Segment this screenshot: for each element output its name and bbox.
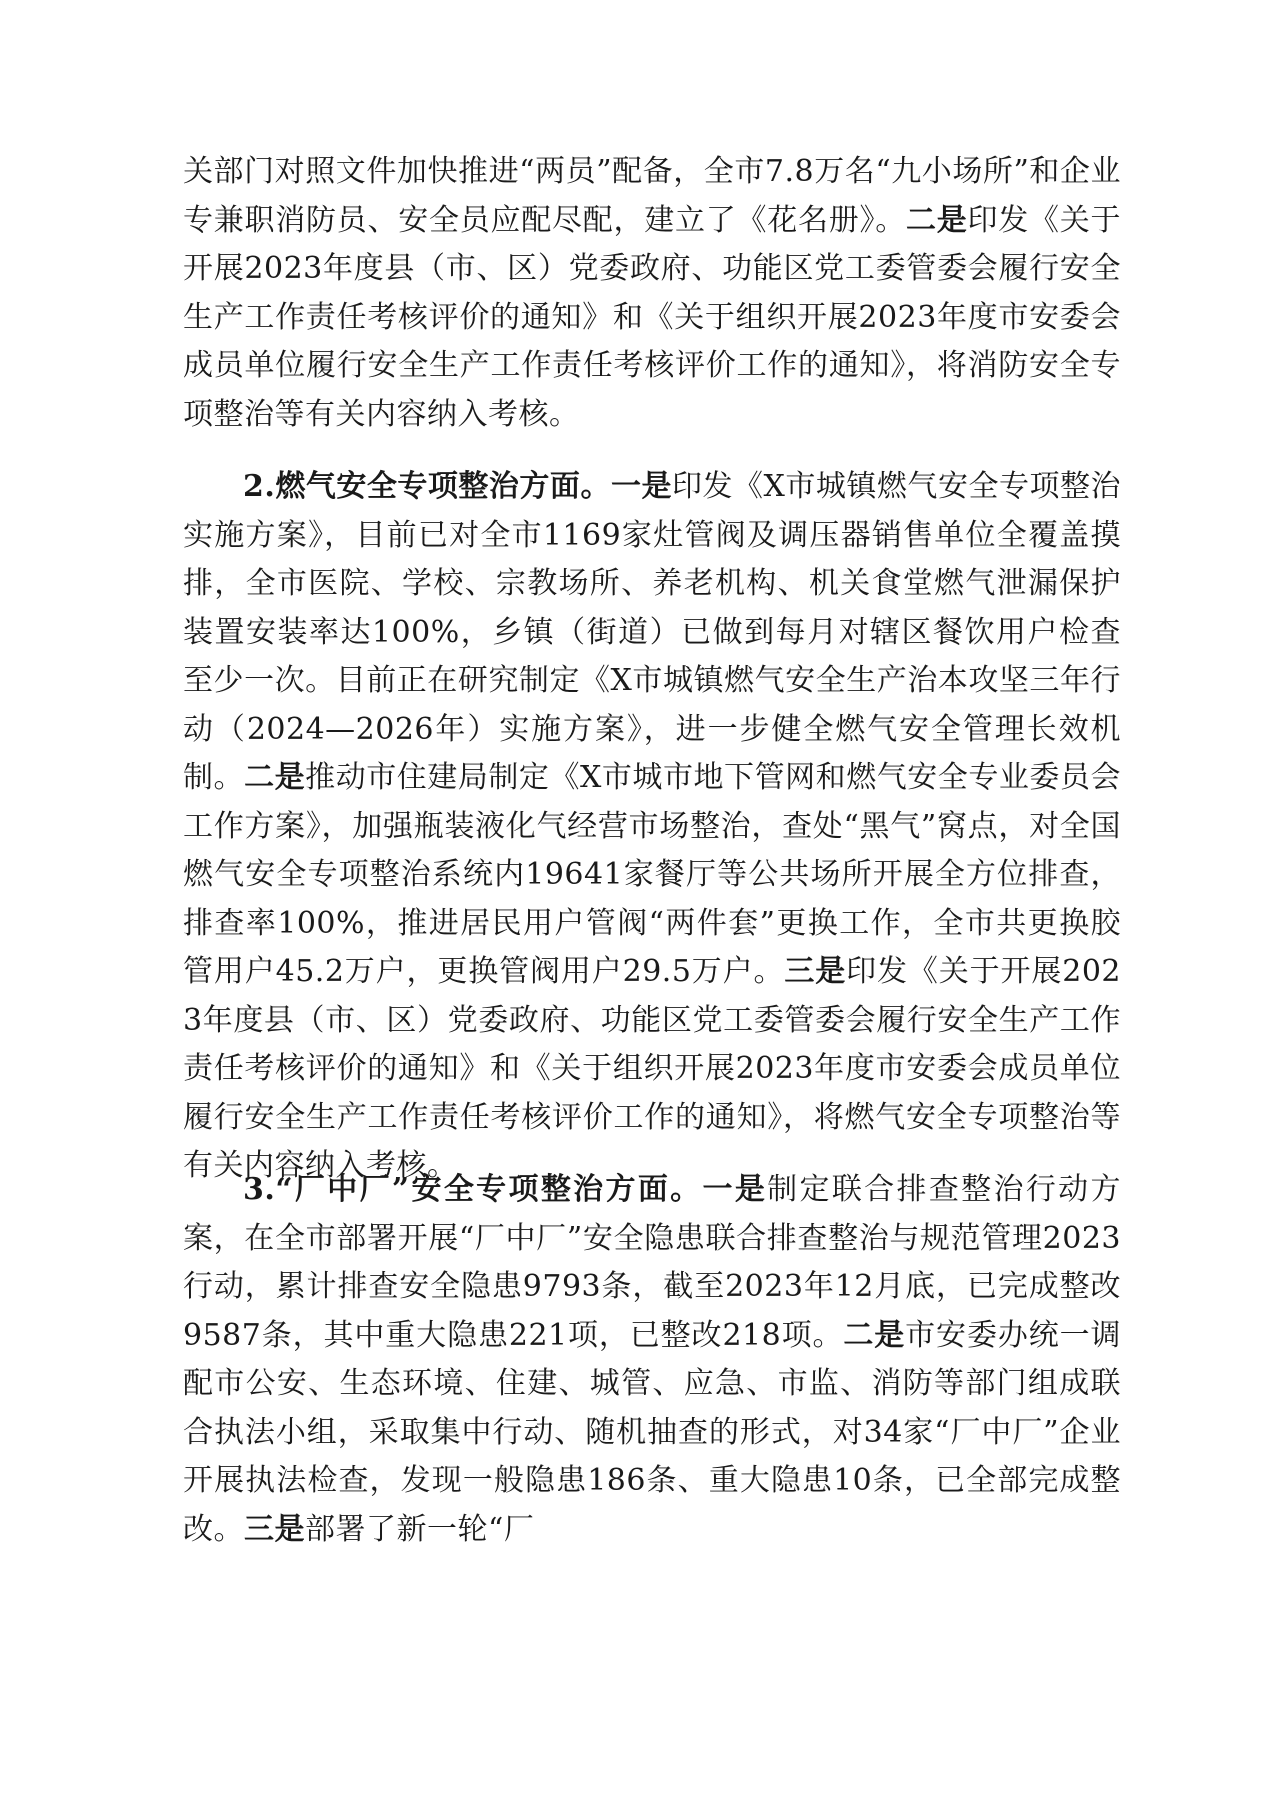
para2-heading: 2.燃气安全专项整治方面。: [243, 469, 611, 504]
para3-marker-second: 二是: [843, 1317, 906, 1353]
paragraph-2: [183, 463, 1121, 1191]
para3-heading: 3.“厂中厂”安全专项整治方面。: [243, 1172, 703, 1207]
para2-text-3: 印发《关于开展2023年度县（市、区）党委政府、功能区党工委管委会履行安全生产工作责任考核评价的通知》和《关于组织开展2023年度市安委会成员单位履行安全生产工作责任考核评价工作的通知》，将燃气安全专项整治等有关内容纳入考核。: [183, 954, 1122, 1183]
para2-marker-first: 一是: [610, 469, 672, 504]
para1-text-2: 印发《关于开展2023年度县（市、区）党委政府、功能区党工委管委会履行安全生产工作责任考核评价的通知》和《关于组织开展2023年度市安委会成员单位履行安全生产工作责任考核评价工作的通知》，将消防安全专项整治等有关内容纳入考核。: [183, 202, 1121, 432]
para1-marker-second: 二是: [906, 202, 968, 238]
para3-marker-first: 一是: [702, 1172, 768, 1207]
para2-text-1: 印发《X市城镇燃气安全专项整治实施方案》，目前已对全市1169家灶管阀及调压器销售单位全覆盖摸排，全市医院、学校、宗教场所、养老机构、机关食堂燃气泄漏保护装置安装率达100%，乡镇（街道）已做到每月对辖区餐饮用户检查至少一次。目前正在研究制定《X市城镇燃气安全生产治本攻坚三年行动（2024—2026年）实施方案》，进一步健全燃气安全管理长效机制。: [183, 469, 1121, 795]
paragraph-factory-in-factory: [183, 1166, 1121, 1554]
para1-text-1: 关部门对照文件加快推进“两员”配备，全市7.8万名“九小场所”和企业专兼职消防员、安全员应配尽配，建立了《花名册》。: [183, 154, 1121, 238]
para2-text-2: 推动市住建局制定《X市城市地下管网和燃气安全专业委员会工作方案》，加强瓶装液化气经营市场整治，查处“黑气”窝点，对全国燃气安全专项整治系统内19641家餐厅等公共场所开展全方位排查，排查率100%，推进居民用户管阀“两件套”更换工作，全市共更换胶管用户45.2万户，更换管阀用户29.5万户。: [183, 760, 1122, 989]
paragraph-fire-safety-continued: [183, 148, 1121, 439]
para3-marker-third: 三是: [244, 1511, 305, 1547]
para3-text-1: 制定联合排查整治行动方案，在全市部署开展“厂中厂”安全隐患联合排查整治与规范管理2023行动，累计排查安全隐患9793条，截至2023年12月底，已完成整改9587条，其中重大隐患221项，已整改218项。: [183, 1172, 1122, 1353]
paragraph-gas-safety: [183, 463, 1121, 1191]
para2-marker-third: 三是: [784, 954, 847, 989]
para3-text-2: 市安委办统一调配市公安、生态环境、住建、城管、应急、市监、消防等部门组成联合执法小组，采取集中行动、随机抽查的形式，对34家“厂中厂”企业开展执法检查，发现一般隐患186条、重大隐患10条，已全部完成整改。: [183, 1317, 1122, 1547]
para2-marker-second: 二是: [244, 760, 306, 795]
paragraph-1: [183, 148, 1121, 439]
para3-text-3: 部署了新一轮“厂: [305, 1511, 535, 1547]
paragraph-3: [183, 1166, 1121, 1554]
